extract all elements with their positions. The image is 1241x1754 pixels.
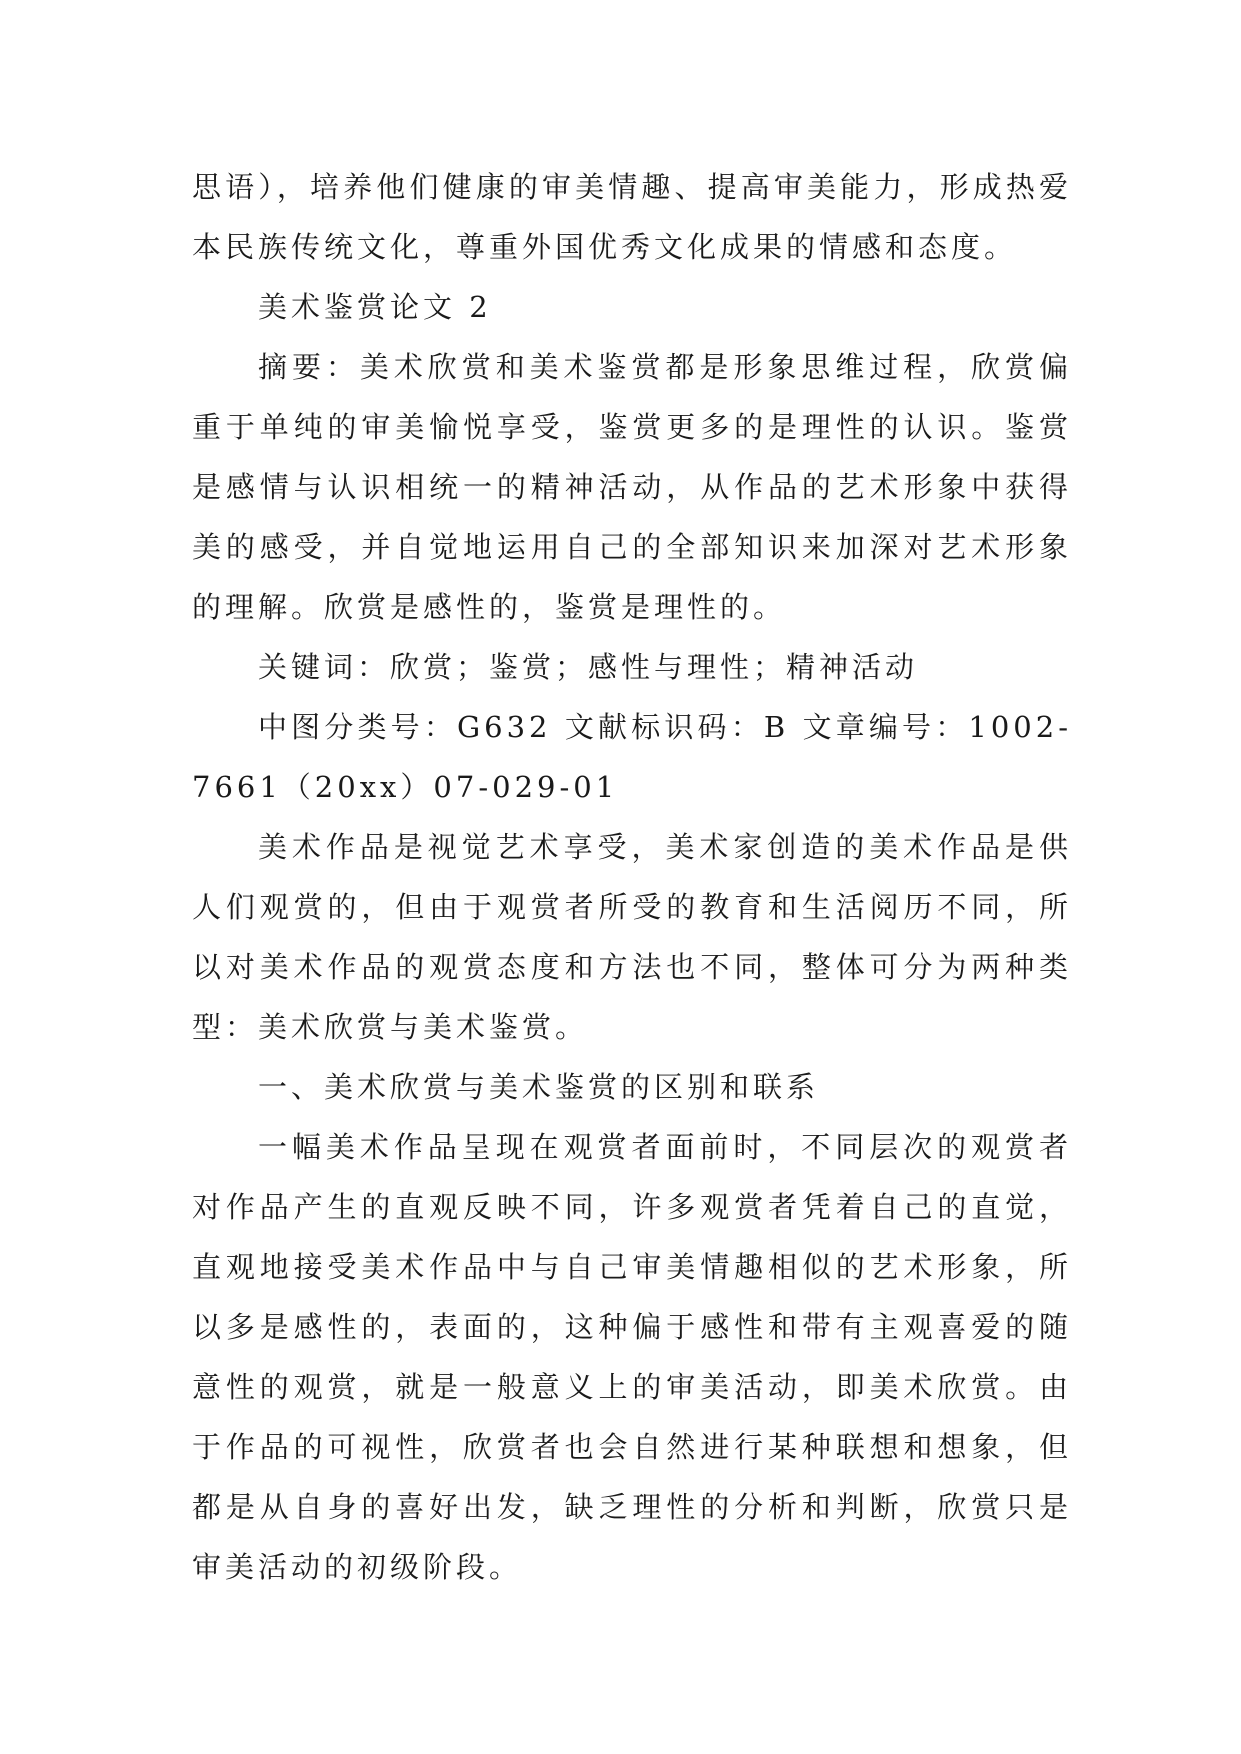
body-paragraph: 一幅美术作品呈现在观赏者面前时，不同层次的观赏者对作品产生的直观反映不同，许多观赏者凭着自己的直觉，直观地接受美术作品中与自己审美情趣相似的艺术形象，所以多是感性的，表面的，这种偏于感性和带有主观喜爱的随意性的观赏，就是一般意义上的审美活动，即美术欣赏。由于作品的可视性，欣赏者也会自然进行某种联想和想象，但都是从自身的喜好出发，缺乏理性的分析和判断，欣赏只是审美活动的初级阶段。 — [192, 1130, 1072, 1584]
intro-paragraph: 美术作品是视觉艺术享受，美术家创造的美术作品是供人们观赏的，但由于观赏者所受的教育和生活阅历不同，所以对美术作品的观赏态度和方法也不同，整体可分为两种类型：美术欣赏与美术鉴赏。 — [192, 830, 1072, 1044]
classification-paragraph: 中图分类号：G632 文献标识码：B 文章编号：1002-7661（20xx）07-029-01 — [192, 710, 1072, 804]
section-heading: 一、美术欣赏与美术鉴赏的区别和联系 — [258, 1070, 820, 1104]
article-title: 美术鉴赏论文 2 — [258, 290, 492, 324]
document-body — [192, 157, 1072, 1597]
abstract-paragraph: 摘要：美术欣赏和美术鉴赏都是形象思维过程，欣赏偏重于单纯的审美愉悦享受，鉴赏更多的是理性的认识。鉴赏是感情与认识相统一的精神活动，从作品的艺术形象中获得美的感受，并自觉地运用自己的全部知识来加深对艺术形象的理解。欣赏是感性的，鉴赏是理性的。 — [192, 350, 1072, 624]
paragraph-continuation: 思语），培养他们健康的审美情趣、提高审美能力，形成热爱本民族传统文化，尊重外国优秀文化成果的情感和态度。 — [192, 170, 1072, 264]
keywords-paragraph: 关键词：欣赏；鉴赏；感性与理性；精神活动 — [258, 650, 919, 684]
